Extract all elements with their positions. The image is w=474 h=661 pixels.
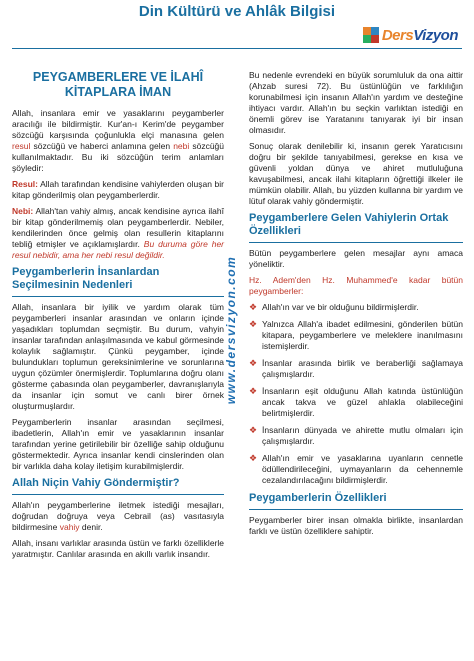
intro-text-c: sözcüğü kullanılmaktadır. Bu iki sözcüğün terim anlamları şöyledir: xyxy=(12,141,225,173)
selection-paragraph-2: Peygamberlerin insanlar arasından seçilmesi, ibadetlerin, Allah'ın emir ve yasaklarının insanlar tarafından yerine getirilebilir bir özelliğe sahip olduğunu göstermektedir. Ayrıca insanlar kendi cinslerinden olan bir varlıkla daha kolay iletişim kurabilmişlerdir. xyxy=(12,417,224,471)
resul-definition xyxy=(12,179,224,201)
diamond-bullet-icon: ❖ xyxy=(249,453,258,463)
nebi-label: Nebi: xyxy=(12,206,34,216)
term-nebi: nebi xyxy=(173,141,190,151)
resul-label: Resul: xyxy=(12,179,38,189)
diamond-bullet-icon: ❖ xyxy=(249,425,258,435)
diamond-bullet-icon: ❖ xyxy=(249,358,258,368)
right-paragraph-2: Sonuç olarak denilebilir ki, insanın gerek Yaratıcısını doğru bir şekilde tanıyabilmesi, gerekse en kısa ve güvenli yoldan dünya ve ahiret mutluluğuna kavuşabilmesi, ancak ilahi kitapların öğrettiği ilkeler ile mümkün olabilir. Allah, bu yüzden kullanna bir yardım ve lütuf olarak vahiy göndermiştir. xyxy=(249,141,463,206)
intro-paragraph xyxy=(12,108,224,174)
list-item-text: İnsanların dünyada ve ahirette mutlu olmaları için çalışmışlardır. xyxy=(262,425,463,446)
diamond-bullet-icon: ❖ xyxy=(249,319,258,329)
list-item-text: İnsanlar arasında birlik ve beraberliği sağlamaya çalışmışlardır. xyxy=(262,358,463,379)
watermark-text: www.dersvizyon.com xyxy=(224,255,238,405)
diamond-bullet-icon: ❖ xyxy=(249,302,258,312)
revelation-paragraph-2: Allah, insanı varlıklar arasında üstün ve farklı özelliklerle yaratmıştır. Canlılar arasında en akıllı varlık insandır. xyxy=(12,538,224,559)
list-item xyxy=(249,386,463,419)
intro-text-b: sözcüğü ve haberci anlamına gelen xyxy=(30,141,174,151)
section-title-selection-line2: Seçilmesinin Nedenleri xyxy=(12,279,133,291)
section-divider xyxy=(12,296,224,297)
list-item-text: Allah'ın emir ve yasaklarına uyanların cennetle ödüllendirileceğini, uymayanların da cehennemle cezalandırılacağını bildirmişlerdir. xyxy=(262,453,463,485)
revelation-text-b: denir. xyxy=(79,522,103,532)
puzzle-cube-icon xyxy=(362,26,380,44)
section-title-revelation: Allah Niçin Vahiy Göndermiştir? xyxy=(12,477,180,489)
page-header-title: Din Kültürü ve Ahlâk Bilgisi xyxy=(138,3,336,20)
section-divider xyxy=(249,242,463,243)
prophet-features-paragraph: Peygamberler birer insan olmakla birlikte, insanlardan farklı ve üstün özelliklere sahiptir. xyxy=(249,515,463,536)
left-column xyxy=(12,70,224,565)
nebi-text: Allah'tan vahiy almış, ancak kendisine ayrıca ilahî bir kitap gönderilmemiş olan peygamberlerdir. Nebiler, kendilerinden önce gelmiş olan resullerin kitaplarını tebliğ etmişler ve açıklamışlardır. xyxy=(12,206,224,249)
right-column xyxy=(249,70,463,542)
resul-text: Allah tarafından kendisine vahiylerden oluşan bir kitap gönderilmiş olan peygamberlerdir. xyxy=(12,179,224,200)
main-title xyxy=(12,70,224,100)
right-paragraph-1: Bu nedenle evrendeki en büyük sorumluluk da ona aittir (Ahzab suresi 72). Bu üstünlüğün ve farklılığın korunabilmesi için insanın Allah'ın yardım ve desteğine ihtiyacı vardır. Allah'ın bu seçkin varlıktan istediği en önemli görev ise Yaratanını tanıyarak iyi bir insan olmasıdır. xyxy=(249,70,463,135)
main-title-line1: PEYGAMBERLERE VE İLAHÎ xyxy=(32,70,204,84)
intro-text-a: Allah, insanlara emir ve yasaklarını peygamberler aracılığı ile bildirmiştir. Kur'an-ı Kerim'de peygamber sözcüğü karşısında çoğunlukla elçi manasına gelen xyxy=(12,108,224,140)
prophets-intro: Hz. Adem'den Hz. Muhammed'e kadar bütün peygamberler: xyxy=(249,275,463,296)
list-item-text: İnsanların eşit olduğunu Allah katında üstünlüğün ancak takva ve güzel ahlakla olabileceğini belirtmişlerdir. xyxy=(262,386,463,418)
logo-text-vizyon: Vizyon xyxy=(413,26,458,44)
revelation-text-a: Allah'ın peygamberlerine iletmek istediği mesajları, doğrudan doğruya veya Cebrail (as) vasıtasıyla bildirmesine xyxy=(12,500,224,532)
section-divider xyxy=(12,494,224,495)
list-item-text: Yalnızca Allah'a ibadet edilmesini, gönderilen bütün kitapara, peygamberlere ve meleklere inanılmasını istemişlerdir. xyxy=(262,319,463,351)
logo-text xyxy=(382,27,458,44)
list-item xyxy=(249,319,463,352)
nebi-note: Bu duruma göre her resul nebidir, ama her nebi resul değildir. xyxy=(12,239,224,260)
diamond-bullet-icon: ❖ xyxy=(249,386,258,396)
nebi-definition xyxy=(12,206,224,261)
list-item-text: Allah'ın var ve bir olduğunu bildirmişlerdir. xyxy=(262,302,419,312)
header-divider xyxy=(12,48,462,49)
list-item xyxy=(249,358,463,380)
section-title-common-line2: Özellikleri xyxy=(249,225,301,237)
common-features-paragraph: Bütün peygamberlere gelen mesajlar aynı amaca yöneliktir. xyxy=(249,248,463,269)
main-title-line2: KİTAPLARA İMAN xyxy=(64,85,172,99)
selection-paragraph-1: Allah, insanlara bir iyilik ve yardım olarak tüm peygamberleri insanlar arasından ve onların içinde yaşadıkları toplumdan seçmiştir. Bu durum, vahyin insanlar tarafından anlaşılmasında ve kabul görmesinde kolaylık sağlamıştır. Çünkü peygamber, içinde bulundukları toplumun gereksinimlerine ve sorunlarına uygun çözümler önermişlerdir. Toplumlarına doğru olanı gösterme çabasında olan peygamberler, davranışlarıyla da insanlar için somut ve canlı birer örnek oluşturmuşlardır. xyxy=(12,302,224,411)
section-title-selection-line1: Peygamberlerin İnsanlardan xyxy=(12,266,160,278)
section-title-common-features xyxy=(249,212,463,238)
section-divider xyxy=(249,509,463,510)
term-vahiy: vahiy xyxy=(59,522,80,532)
list-item xyxy=(249,453,463,486)
common-features-list xyxy=(249,302,463,486)
section-title-common-line1: Peygamberlere Gelen Vahiylerin Ortak xyxy=(249,212,449,224)
brand-logo xyxy=(362,25,458,45)
term-resul: resul xyxy=(12,141,31,151)
revelation-paragraph-1 xyxy=(12,500,224,533)
section-title-selection xyxy=(12,266,224,292)
list-item xyxy=(249,425,463,447)
section-title-prophet-features: Peygamberlerin Özellikleri xyxy=(249,492,387,504)
list-item xyxy=(249,302,463,313)
logo-text-ders: Ders xyxy=(381,26,414,44)
